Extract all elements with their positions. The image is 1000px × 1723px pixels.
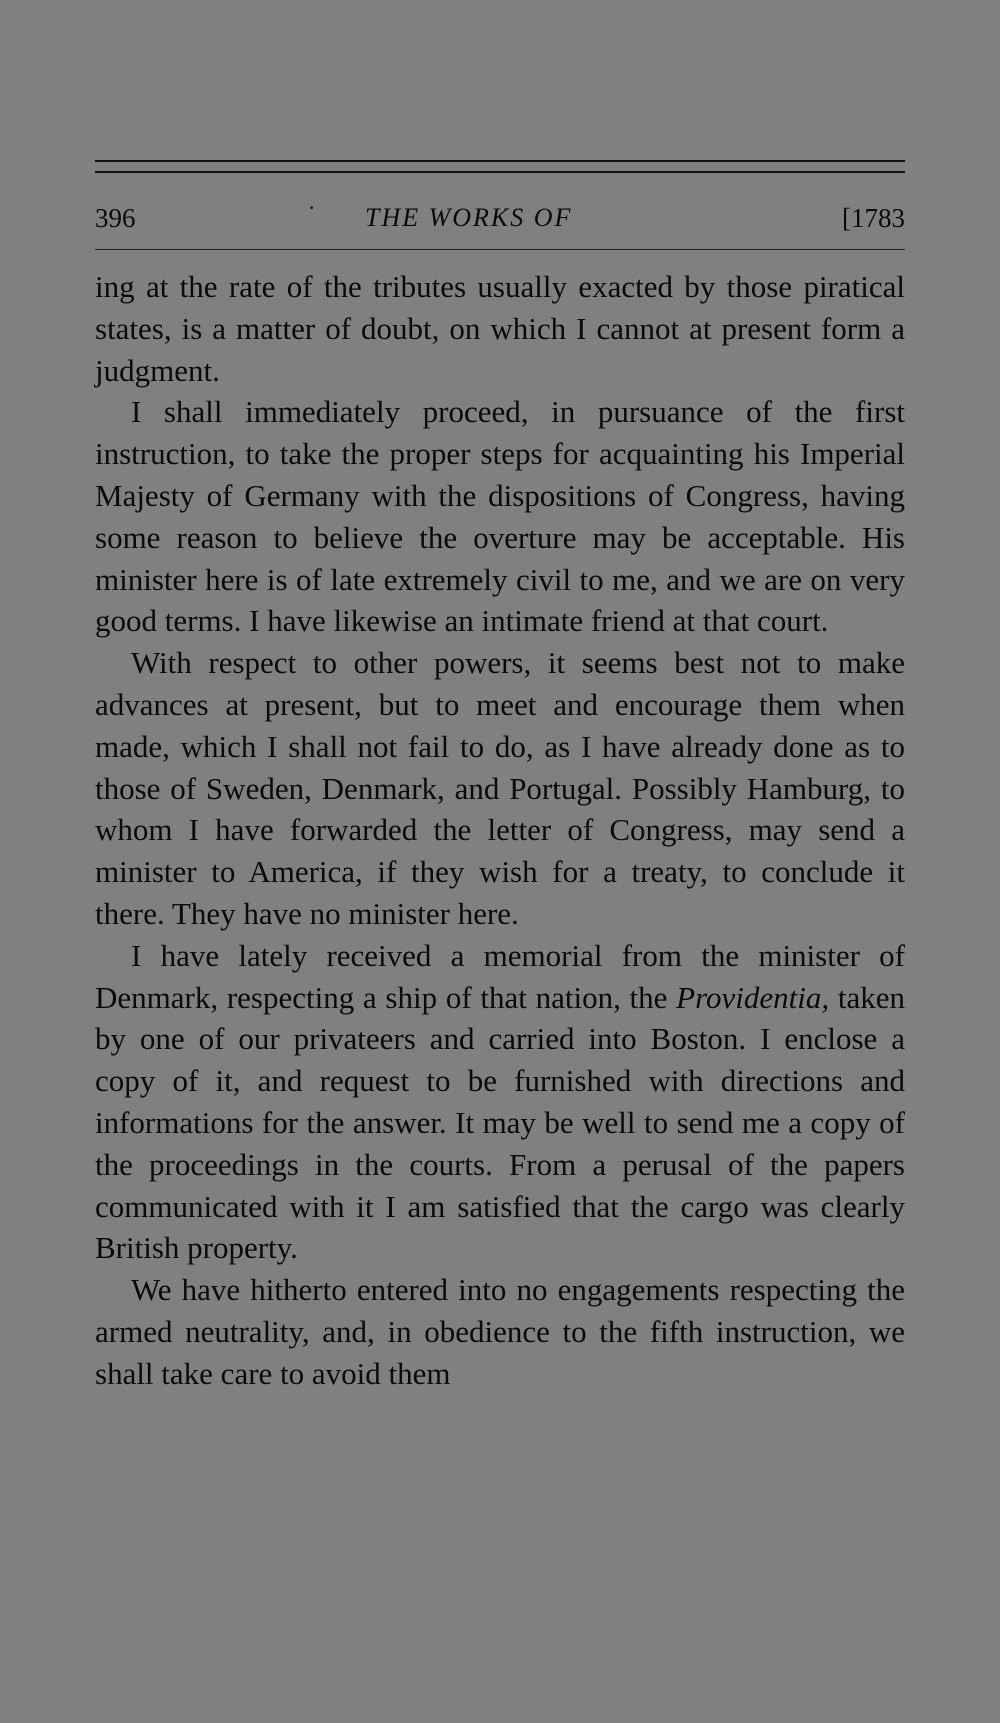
paragraph-3: With respect to other powers, it seems best not to make advances at present, but to meet and encourage them when made, which I shall not fail to do, as I have already done as to those of Sweden, Denmark, and Portugal. Possibly Hamburg, to whom I have forwarded the letter of Congress, may send a minister to America, if they wish for a treaty, to conclude it there. They have no minister here.	[95, 645, 905, 931]
paragraph-5: We have hitherto entered into no engagements respecting the armed neutrality, and, in obedience to the fifth instruction, we shall take care to avoid them	[95, 1272, 905, 1391]
body-text	[95, 266, 905, 1395]
running-title: THE WORKS OF	[365, 203, 573, 232]
page-number: 396	[95, 203, 136, 233]
ship-name: Providentia,	[676, 979, 830, 1015]
paragraph-2: I shall immediately proceed, in pursuance of the first instruction, to take the proper steps for acquainting his Imperial Majesty of Germany with the dispositions of Congress, having some reason to believe the overture may be acceptable. His minister here is of late extremely civil to me, and we are on very good terms. I have likewise an intimate friend at that court.	[95, 394, 905, 639]
header-rule-top	[95, 160, 905, 162]
header-separator-dot: ·	[308, 195, 316, 220]
paragraph-4-text-before: I have lately received a memorial from the minister of Denmark, respecting a ship of that nation, the	[95, 937, 905, 1015]
book-page	[95, 160, 905, 1395]
paragraph-1: ing at the rate of the tributes usually exacted by those piratical states, is a matter of doubt, on which I cannot at present form a judgment.	[95, 269, 905, 388]
page-speck	[382, 1638, 386, 1639]
running-head	[95, 173, 905, 233]
paragraph-4-text-after: taken by one of our privateers and carried into Boston. I enclose a copy of it, and request to be furnished with directions and informations for the answer. It may be well to send me a copy of the proceedings in the courts. From a perusal of the papers communicated with it I am satisfied that the cargo was clearly British property.	[95, 979, 905, 1266]
paragraph-4	[95, 935, 905, 1269]
header-year: [1783	[842, 203, 905, 233]
header-rule-bottom	[95, 249, 905, 250]
